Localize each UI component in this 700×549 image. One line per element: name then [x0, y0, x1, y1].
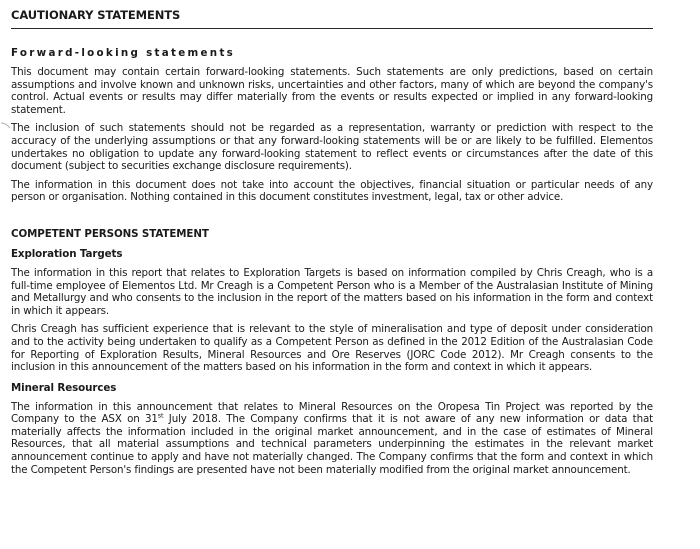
title-block — [11, 0, 653, 30]
date-ordinal-superscript: st — [157, 411, 164, 420]
mineral-resources-heading: Mineral Resources — [11, 381, 117, 394]
exploration-targets-paragraph-1: The information in this report that relates to Exploration Targets is based on information compiled by Chris Creagh, who is a full-time employee of Elementos Ltd. Mr Creagh is a Competent Person who is a Member of the Australasian Institute of Mining and Metallurgy and who consents to the inclusion in the report of the matters based on his information in the form and context in which it appears. — [11, 266, 653, 317]
forward-looking-paragraph-3: The information in this document does not take into account the objectives, financial situation or particular needs of any person or organisation. Nothing contained in this document constitutes investment, legal, tax or other advice. — [11, 178, 653, 204]
exploration-targets-paragraph-2: Chris Creagh has sufficient experience that is relevant to the style of mineralisation and type of deposit under consideration and to the activity being undertaken to qualify as a Competent Person as defined in the 2012 Edition of the Australasian Code for Reporting of Exploration Results, Mineral Resources and Ore Reserves (JORC Code 2012). Mr Creagh consents to the inclusion in this announcement of the matters based on his information in the form and context in which it appears. — [11, 323, 653, 374]
forward-looking-paragraph-1: This document may contain certain forward-looking statements. Such statements are only predictions, based on certain assumptions and involve known and unknown risks, uncertainties and other factors, many of which are beyond the company's control. Actual events or results may differ materially from the events or results expected or implied in any forward-looking statement. — [11, 66, 653, 116]
forward-looking-paragraph-2: The inclusion of such statements should not be regarded as a representation, warranty or prediction with respect to the accuracy of the underlying assumptions or that any forward-looking statements will be or are likely to be fulfilled. Elementos undertakes no obligation to update any forward-looking statement to reflect events or circumstances after the date of this document (subject to securities exchange disclosure requirements). — [11, 122, 653, 173]
title-underline — [11, 28, 653, 29]
document-page — [11, 0, 653, 482]
page-title: CAUTIONARY STATEMENTS — [11, 8, 181, 22]
competent-persons-heading: COMPETENT PERSONS STATEMENT — [11, 227, 209, 240]
margin-bracket-icon — [0, 122, 12, 134]
exploration-targets-heading: Exploration Targets — [11, 247, 123, 260]
forward-looking-heading: Forward-looking statements — [11, 47, 236, 59]
mineral-resources-text-end: July 2018. The Company confirms that it is not aware of any new information or data that materially affects the information included in the original market announcement, and in the case of estimates of Mineral Resources, that all material assumptions and technical parameters underpinning the estimates in the relevant market announcement continue to apply and have not materially changed. The Company confirms that the form and context in which the Competent Person's findings are presented have not been materially modified from the original market announcement. — [11, 413, 653, 476]
mineral-resources-paragraph — [11, 401, 653, 477]
mineral-resources-text-start: The information in this announcement that relates to Mineral Resources on the Oropesa Tin Project was reported by the Company to the ASX on 31 — [11, 400, 653, 426]
